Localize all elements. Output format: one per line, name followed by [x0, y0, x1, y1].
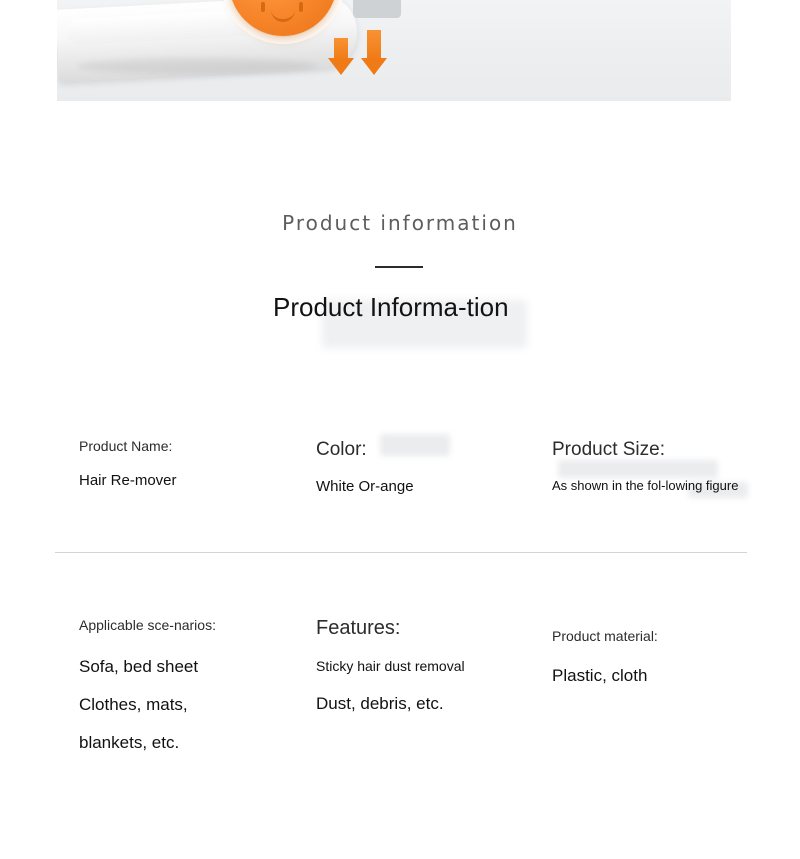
- spec-label-applicable-scenarios: Applicable sce-narios:: [79, 617, 216, 633]
- spec-value-features-1: Sticky hair dust removal: [316, 658, 465, 674]
- spec-label-product-name: Product Name:: [79, 438, 173, 454]
- product-photo-banner: [57, 0, 731, 101]
- smiley-eye-left: [261, 2, 265, 12]
- smiley-eye-right: [299, 2, 303, 12]
- roller-cap-image: [353, 0, 401, 18]
- spec-value-scenarios-1: Sofa, bed sheet: [79, 657, 199, 676]
- spec-label-product-size: Product Size:: [552, 439, 665, 460]
- section-script-title: Product information: [282, 211, 518, 235]
- spec-label-color: Color:: [316, 439, 367, 460]
- spec-features: [316, 617, 536, 714]
- spec-label-features: Features:: [316, 617, 401, 639]
- spec-value-product-material: Plastic, cloth: [552, 666, 648, 685]
- spec-value-color: White Or-ange: [316, 478, 414, 495]
- spec-value-scenarios-3: blankets, etc.: [79, 733, 180, 752]
- title-divider-rule: [375, 266, 423, 268]
- spec-product-size: [552, 438, 752, 493]
- spec-value-scenarios-2: Clothes, mats,: [79, 695, 188, 714]
- spec-color: [316, 438, 506, 496]
- page-title: Product Informa-tion: [273, 292, 509, 322]
- section-divider: [55, 552, 747, 553]
- spec-value-product-name: Hair Re-mover: [79, 472, 177, 489]
- spec-product-material: [552, 617, 752, 686]
- smiley-face-icon: [253, 2, 313, 24]
- spec-label-product-material: Product material:: [552, 628, 658, 644]
- spec-value-features-2: Dust, debris, etc.: [316, 694, 444, 713]
- spec-value-product-size: As shown in the fol-lowing figure: [552, 478, 739, 493]
- spec-product-name: [79, 438, 269, 490]
- spec-applicable-scenarios: [79, 617, 289, 753]
- lint-roller-shadow: [77, 58, 317, 74]
- smiley-mouth: [271, 8, 295, 22]
